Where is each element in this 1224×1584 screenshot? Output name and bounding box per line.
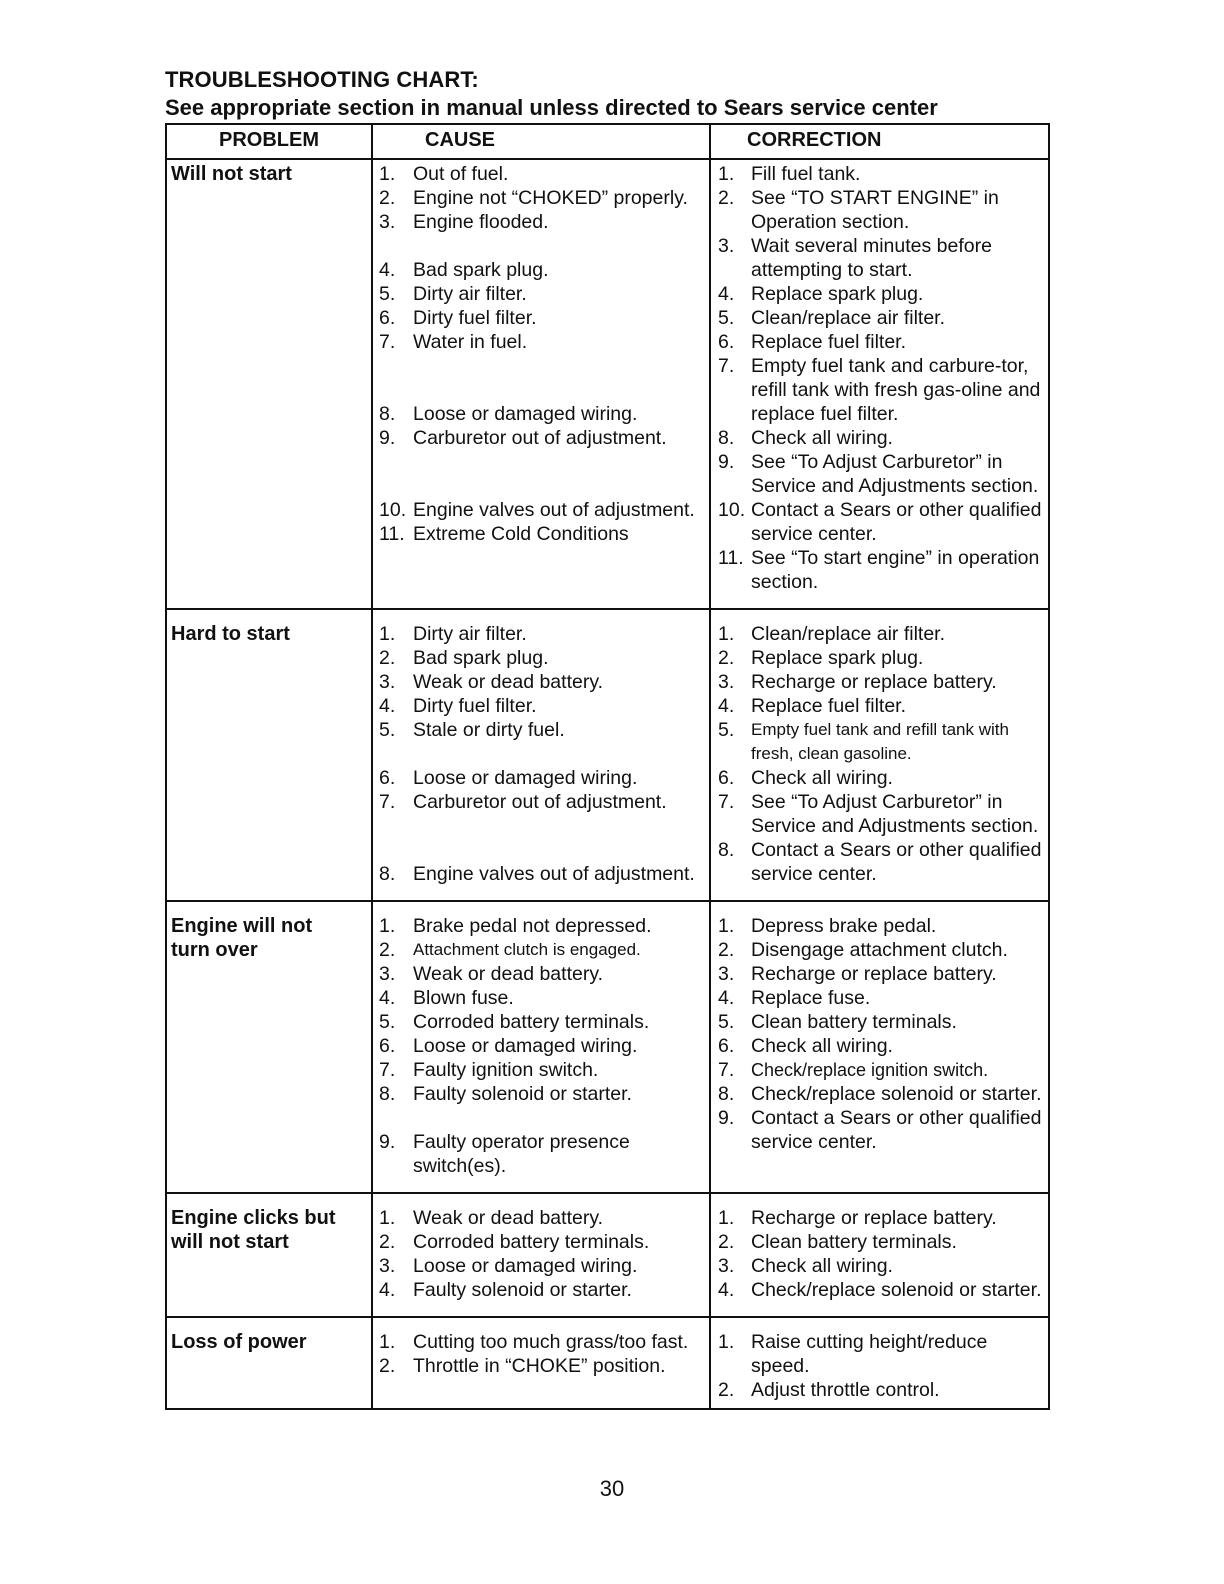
- cause-item: 2. Attachment clutch is engaged.: [379, 939, 641, 961]
- correction-item: 8. Check/replace solenoid or starter.: [718, 1083, 1042, 1105]
- cause-cell: [372, 159, 710, 609]
- correction-item: 5. Empty fuel tank and refill tank with fresh, clean gasoline.: [718, 719, 1009, 763]
- correction-cell: [710, 609, 1049, 901]
- cause-cell: [372, 609, 710, 901]
- cause-item: 8. Loose or damaged wiring.: [379, 403, 638, 425]
- cause-item: 9. Carburetor out of adjustment.: [379, 427, 667, 449]
- cause-item: 1. Weak or dead battery.: [379, 1207, 604, 1229]
- cause-item: 2. Throttle in “CHOKE” position.: [379, 1355, 666, 1377]
- cause-item: 6. Dirty fuel filter.: [379, 307, 537, 329]
- correction-item: 2. Replace spark plug.: [718, 647, 924, 669]
- cause-item: 5. Stale or dirty fuel.: [379, 719, 565, 741]
- cause-item: 6. Loose or damaged wiring.: [379, 1035, 638, 1057]
- cause-item: 2. Engine not “CHOKED” properly.: [379, 187, 688, 209]
- table-row: [166, 1317, 1049, 1409]
- correction-item: 9. See “To Adjust Carburetor” in Service and Adjustments section.: [718, 451, 1039, 497]
- header-problem: PROBLEM: [166, 124, 372, 159]
- cause-item: 6. Loose or damaged wiring.: [379, 767, 638, 789]
- correction-item: 1. Fill fuel tank.: [718, 163, 861, 185]
- table-row: [166, 609, 1049, 901]
- correction-item: 7. Empty fuel tank and carbure-tor, refill tank with fresh gas-oline and replace fuel filter.: [718, 355, 1041, 425]
- cause-item: 2. Bad spark plug.: [379, 647, 549, 669]
- cause-item: 8. Faulty solenoid or starter.: [379, 1083, 632, 1105]
- correction-item: 7. See “To Adjust Carburetor” in Service and Adjustments section.: [718, 791, 1039, 837]
- cause-item: 4. Blown fuse.: [379, 987, 514, 1009]
- page-subtitle: See appropriate section in manual unless directed to Sears service center: [165, 95, 938, 120]
- table-row: [166, 1193, 1049, 1317]
- troubleshooting-table: [165, 123, 1050, 1410]
- table-row: [166, 901, 1049, 1193]
- page-title: TROUBLESHOOTING CHART:: [165, 67, 479, 92]
- table-header-row: [166, 124, 1049, 159]
- cause-item: 7. Carburetor out of adjustment.: [379, 791, 667, 813]
- correction-item: 10. Contact a Sears or other qualified service center.: [718, 499, 1042, 545]
- correction-item: 3. Recharge or replace battery.: [718, 671, 997, 693]
- correction-item: 2. Adjust throttle control.: [718, 1379, 940, 1401]
- correction-item: 4. Replace fuse.: [718, 987, 871, 1009]
- header-cause: CAUSE: [372, 124, 710, 159]
- cause-item: 4. Dirty fuel filter.: [379, 695, 537, 717]
- correction-item: 2. Disengage attachment clutch.: [718, 939, 1008, 961]
- page-number: 30: [599, 1476, 625, 1501]
- correction-item: 5. Clean battery terminals.: [718, 1011, 957, 1033]
- problem-cell: Engine will not turn over: [166, 901, 372, 1193]
- cause-item: 5. Corroded battery terminals.: [379, 1011, 650, 1033]
- cause-item: 1. Dirty air filter.: [379, 623, 527, 645]
- cause-item: 1. Out of fuel.: [379, 163, 509, 185]
- problem-cell: Will not start: [166, 159, 372, 609]
- cause-item: 4. Faulty solenoid or starter.: [379, 1279, 632, 1301]
- table-row: [166, 159, 1049, 609]
- correction-item: 4. Check/replace solenoid or starter.: [718, 1279, 1042, 1301]
- correction-item: 6. Replace fuel filter.: [718, 331, 907, 353]
- correction-item: 5. Clean/replace air filter.: [718, 307, 946, 329]
- cause-item: 3. Loose or damaged wiring.: [379, 1255, 638, 1277]
- correction-item: 9. Contact a Sears or other qualified service center.: [718, 1107, 1042, 1153]
- cause-cell: [372, 1317, 710, 1409]
- cause-item: 10. Engine valves out of adjustment.: [379, 499, 695, 521]
- cause-item: 7. Water in fuel.: [379, 331, 528, 353]
- cause-item: 3. Weak or dead battery.: [379, 963, 604, 985]
- correction-item: 11. See “To start engine” in operation section.: [718, 547, 1040, 593]
- correction-item: 1. Recharge or replace battery.: [718, 1207, 997, 1229]
- correction-item: 1. Raise cutting height/reduce speed.: [718, 1331, 988, 1377]
- correction-item: 8. Check all wiring.: [718, 427, 893, 449]
- cause-item: 1. Cutting too much grass/too fast.: [379, 1331, 689, 1353]
- correction-item: 2. Clean battery terminals.: [718, 1231, 957, 1253]
- cause-cell: [372, 1193, 710, 1317]
- troubleshooting-page: [165, 66, 1048, 1410]
- correction-cell: [710, 1193, 1049, 1317]
- cause-item: 3. Engine flooded.: [379, 211, 549, 233]
- cause-cell: [372, 901, 710, 1193]
- correction-item: 6. Check all wiring.: [718, 767, 893, 789]
- correction-cell: [710, 1317, 1049, 1409]
- correction-item: 2. See “TO START ENGINE” in Operation section.: [718, 187, 999, 233]
- correction-item: 4. Replace fuel filter.: [718, 695, 907, 717]
- cause-item: 8. Engine valves out of adjustment.: [379, 863, 695, 885]
- correction-cell: [710, 901, 1049, 1193]
- cause-item: 2. Corroded battery terminals.: [379, 1231, 650, 1253]
- cause-item: 11. Extreme Cold Conditions: [379, 523, 629, 545]
- problem-cell: Engine clicks but will not start: [166, 1193, 372, 1317]
- correction-item: 1. Clean/replace air filter.: [718, 623, 946, 645]
- problem-cell: Hard to start: [166, 609, 372, 901]
- cause-item: 3. Weak or dead battery.: [379, 671, 604, 693]
- correction-item: 7. Check/replace ignition switch.: [718, 1059, 989, 1081]
- cause-item: 9. Faulty operator presence switch(es).: [379, 1131, 630, 1177]
- cause-item: 4. Bad spark plug.: [379, 259, 549, 281]
- cause-item: 1. Brake pedal not depressed.: [379, 915, 652, 937]
- cause-item: 7. Faulty ignition switch.: [379, 1059, 599, 1081]
- correction-item: 4. Replace spark plug.: [718, 283, 924, 305]
- cause-item: 5. Dirty air filter.: [379, 283, 527, 305]
- correction-item: 3. Recharge or replace battery.: [718, 963, 997, 985]
- correction-item: 3. Wait several minutes before attempting to start.: [718, 235, 992, 281]
- correction-item: 8. Contact a Sears or other qualified service center.: [718, 839, 1042, 885]
- correction-item: 1. Depress brake pedal.: [718, 915, 937, 937]
- problem-cell: Loss of power: [166, 1317, 372, 1409]
- header-correction: CORRECTION: [710, 124, 1049, 159]
- correction-cell: [710, 159, 1049, 609]
- correction-item: 6. Check all wiring.: [718, 1035, 893, 1057]
- correction-item: 3. Check all wiring.: [718, 1255, 893, 1277]
